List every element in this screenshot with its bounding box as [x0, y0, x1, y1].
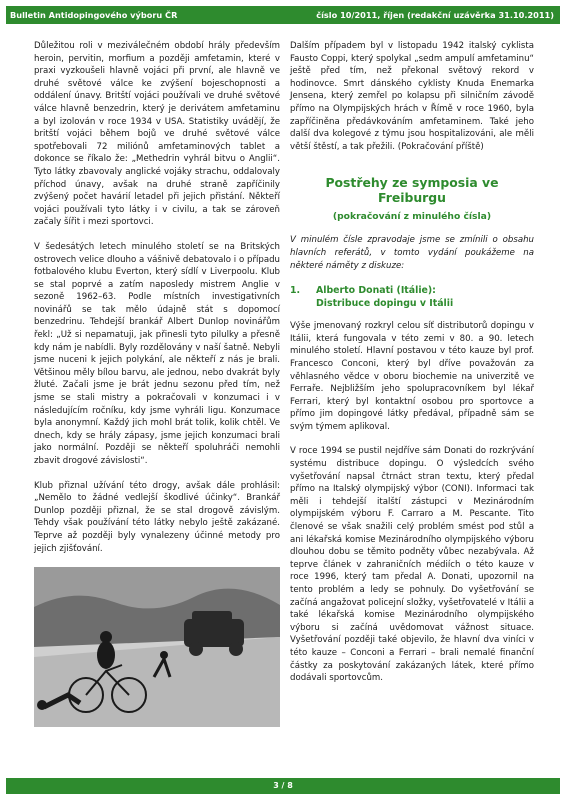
paragraph-everton: V šedesátých letech minulého století se na Britských ostrovech velice dlouho a vášnivě debatovalo i o případu fotbalového klubu Everton, který sídlí v Liverpoolu. Klub se stal poprvé a zatím naposledy mistrem Anglie v sezoně 1962–63. Podle místních investigativních novinářů se tak mělo údajně stát s dopomocí benzedrinu. Tehdejší brankář Albert Dunlop novinářům řekl: „Už si nepamatuji, jak přinesli tyto pilulky a přesně kdy nám je nabídli. Byly rozdělovány v naší šatně. Nebyli jsme nuceni k jejich polykání, ale někteří z nás je brali. Většinou měly bílou barvu, ale jednou, nebo dvakrát byly žluté. Začali jsme je brát jednu sezonu před tím, než jsme se stali mistry a pokračovali v konzumaci i v následujícím ročníku, kdy jsme vyhráli ligu. Konzumace byla anonymní. Každý jich mohl brát tolik, kolik chtěl. Ve dnech, kdy se hrály zápasy, jsme jejich konzumaci brali jako normální. Později se někteří spoluhráči nemohli zbavit drogové závislosti“. — [34, 241, 280, 466]
page-number: 3 / 8 — [273, 781, 293, 790]
paragraph-interwar: Důležitou roli v meziválečném období hrály především heroin, pervitin, morfium a později amfetamin, které v praxi vyzkoušeli hlavně vojáci při první, ale hlavně ve druhé světové válce ke zvýšení bojeschopnosti a oddálení únavy. Britští vojáci používali ve druhé světové válce hlavně benzedrin, který je derivátem amfetaminu a byl izolován v roce 1934 v USA. Statistiky uvádějí, že britští vojáci během bojů ve druhé světové válce spotřebovali 72 miliónů amfetaminových tablet a dokonce se říkalo že: „Methedrin vyhrál bitvu o Anglii“. Tyto látky zbavovaly anglické vojáky strachu, oddalovaly příchod únavy, avšak na druhé straně zapříčinily zvýšený počet havárií letadel při jejich přistání. Někteří vojáci používali tyto látky i v civilu, a tak se zároveň začaly šířit i mezi sportovci. — [34, 41, 280, 228]
subsection-number: 1. — [290, 285, 301, 297]
paragraph-club-admission: Klub přiznal užívání této drogy, avšak dále prohlásil: „Nemělo to žádné vedlejší škodlivé účinky“. Brankář Dunlop později přiznal, že se stal drogově závislým. Tehdy však používání této látky nebylo ještě zakázané. Teprve až později byly vynalezeny účinné metody pro jejich zjišťování. — [34, 480, 280, 554]
header-bar — [6, 6, 560, 24]
section-heading: Postřehy ze symposia ve Freiburgu — [325, 175, 499, 206]
footer-bar — [6, 778, 560, 794]
paragraph-coppi: Dalším případem byl v listopadu 1942 italský cyklista Fausto Coppi, který spolykal „sedm ampulí amfetaminu“ ještě před tím, než překonal světový rekord v hodinovce. Smrt dánského cyklisty Knuda Enemarka Jensena, který zemřel po kolapsu při silničním závodě přímo na Olympijských hrách v Římě v roce 1960, byla zapříčiněna předávkováním amfetaminem. Také jeho další dva kolegové z týmu jsou hospitalizováni, ale měli větší štěstí, a tak přežili. (Pokračování příště) — [290, 41, 534, 152]
subsection-title — [290, 284, 534, 310]
subsection-title-line2: Distribuce dopingu v Itálii — [316, 298, 454, 310]
left-column — [34, 40, 280, 727]
bulletin-title: Bulletin Antidopingového výboru ČR — [10, 10, 178, 20]
cyclist-crash-photo — [34, 567, 280, 727]
paragraph-distribution: Výše jmenovaný rozkryl celou síť distributorů dopingu v Itálii, která fungovala v této zemi v 80. a 90. letech minulého století. Hlavní postavou v této kauze byl prof. Francesco Conconi, který byl dříve považován za věhlasného vědce v oboru biochemie na univerzitě ve Ferraře. Nejbližším jeho spolupracovníkem byl lékař Ferrari, který byl kontaktní osobou pro sportovce a přímo jim dopingové látky předával, případně sám se svým týmem aplikoval. — [290, 321, 534, 432]
intro-paragraph: V minulém čísle zpravodaje jsme se zmínili o obsahu hlavních referátů, v tomto vydání poukážeme na některé náměty z diskuze: — [290, 235, 534, 271]
section-subheading: (pokračování z minulého čísla) — [332, 211, 492, 223]
subsection-title-line1: Alberto Donati (Itálie): — [316, 285, 436, 297]
cyclist-crash-photo-image — [34, 567, 280, 727]
right-column — [290, 40, 534, 697]
issue-info: číslo 10/2011, říjen (redakční uzávěrka 31.10.2011) — [316, 10, 554, 20]
paragraph-investigation: V roce 1994 se pustil nejdříve sám Donati do rozkrývání systému distribuce dopingu. O výsledcích svého vyšetřování napsal čtrnáct stran textu, který předal přímo na Italský olympijský výbor (CONI). Informaci tak měli i tehdejší italští zástupci v Mezinárodním olympijském výboru F. Carraro a M. Pescante. Tito členové se však snažili celý problém smést pod stůl a ani lékařská komise Mezinárodního olympijského výboru dlouhou dobu se těmito podněty vůbec nezabývala. Až teprve článek v zahraničních médiích o této kauze v roce 1996, který tam předal A. Donati, upozornil na tento problém a ledy se pohnuly. Do vyšetřování se začíná angažovat policejní složky, vyšetřovatelé v Itálii a také lékařská komise Mezinárodního olympijského výboru si začíná uvědomovat vážnost situace. Vyšetřování později také objevilo, že hlavní dva viníci v této kauze – Conconi a Ferrari – brali nemalé finanční částky za poskytování zakázaných látek, které přímo dodávali sportovcům. — [290, 446, 534, 684]
